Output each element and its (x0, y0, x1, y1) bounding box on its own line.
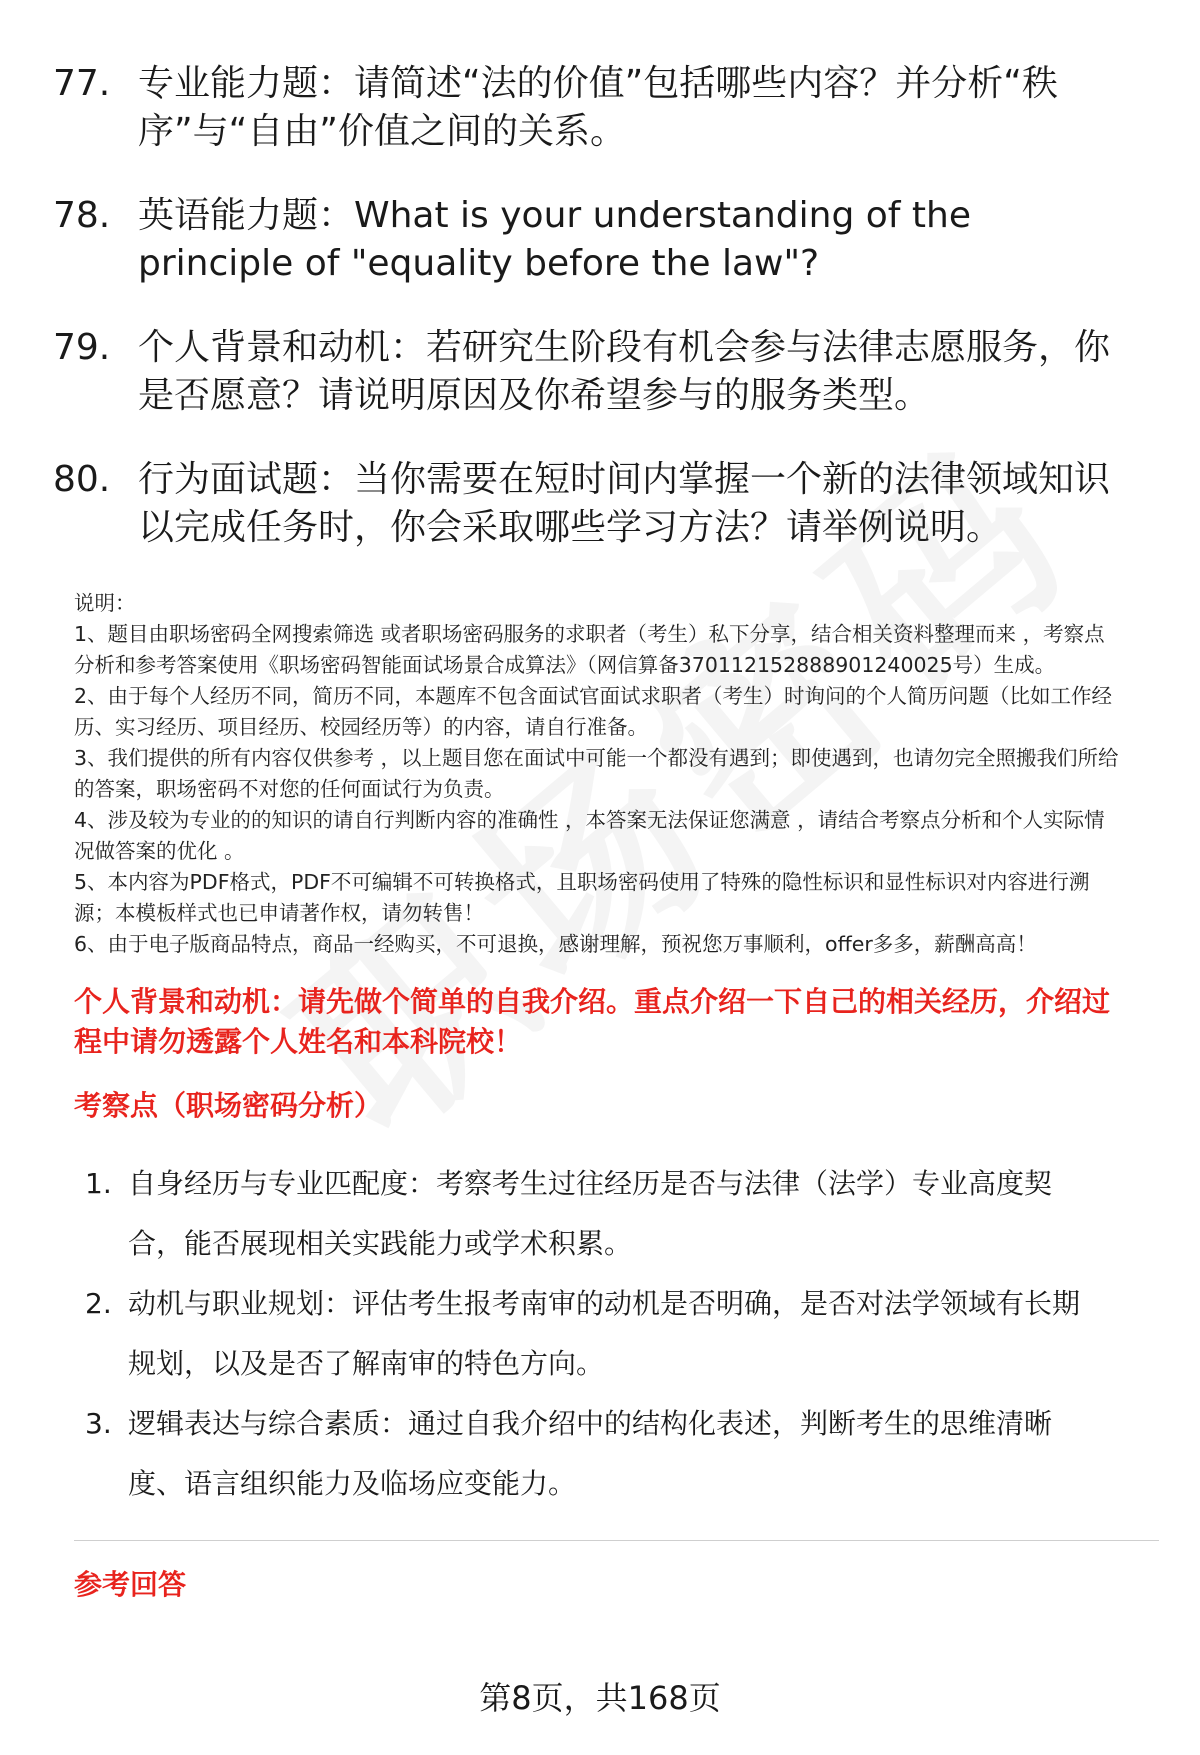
point-text: 逻辑表达与综合素质：通过自我介绍中的结构化表述，判断考生的思维清晰度、语言组织能力及临场应变能力。 (128, 1407, 1053, 1500)
question-number: 80. (53, 459, 111, 500)
note-item: 2、由于每个人经历不同，简历不同，本题库不包含面试官面试求职者（考生）时询问的个人简历问题（比如工作经历、实习经历、项目经历、校园经历等）的内容，请自行准备。 (74, 684, 1113, 739)
analysis-point (70, 1154, 1130, 1274)
reference-answer-label: 参考回答 (74, 1568, 187, 1601)
analysis-point (70, 1274, 1130, 1394)
analysis-points (70, 1154, 1130, 1514)
question-number: 78. (53, 195, 111, 236)
notes-section (70, 588, 1130, 960)
point-number: 1. (85, 1167, 112, 1200)
note-item: 1、题目由职场密码全网搜索筛选 或者职场密码服务的求职者（考生）私下分享，结合相关资料整理而来 ，考察点分析和参考答案使用《职场密码智能面试场景合成算法》（网信算备370112152888901240025号）生成。 (74, 622, 1105, 677)
note-item: 3、我们提供的所有内容仅供参考 ，以上题目您在面试中可能一个都没有遇到；即使遇到，也请勿完全照搬我们所给的答案，职场密码不对您的任何面试行为负责。 (74, 746, 1119, 801)
notes-title: 说明： (74, 591, 136, 615)
highlight-question: 个人背景和动机：请先做个简单的自我介绍。重点介绍一下自己的相关经历，介绍过程中请勿透露个人姓名和本科院校！ (74, 985, 1111, 1058)
point-text: 动机与职业规划：评估考生报考南审的动机是否明确，是否对法学领域有长期规划，以及是否了解南审的特色方向。 (128, 1287, 1081, 1380)
point-text: 自身经历与专业匹配度：考察考生过往经历是否与法律（法学）专业高度契合，能否展现相关实践能力或学术积累。 (128, 1167, 1053, 1260)
analysis-label: 考察点（职场密码分析） (74, 1089, 383, 1122)
question-text: 英语能力题：What is your understanding of the principle of "equality before the law"? (138, 195, 971, 284)
question-item (53, 324, 1130, 420)
question-item (53, 192, 1130, 288)
question-item (53, 456, 1130, 552)
question-item (53, 60, 1130, 156)
page-footer: 第8页，共168页 (479, 1679, 721, 1717)
analysis-point (70, 1394, 1130, 1514)
divider (74, 1540, 1159, 1541)
question-list (53, 0, 1130, 552)
question-number: 77. (53, 63, 111, 104)
question-text: 专业能力题：请简述“法的价值”包括哪些内容？并分析“秩序”与“自由”价值之间的关系。 (138, 63, 1058, 152)
question-number: 79. (53, 327, 111, 368)
note-item: 6、由于电子版商品特点，商品一经购买，不可退换，感谢理解，预祝您万事顺利，offer多多，薪酬高高！ (74, 932, 1037, 956)
question-text: 个人背景和动机：若研究生阶段有机会参与法律志愿服务，你是否愿意？请说明原因及你希望参与的服务类型。 (138, 327, 1111, 416)
note-item: 4、涉及较为专业的的知识的请自行判断内容的准确性 ，本答案无法保证您满意 ，请结合考察点分析和个人实际情况做答案的优化 。 (74, 808, 1105, 863)
note-item: 5、本内容为PDF格式，PDF不可编辑不可转换格式，且职场密码使用了特殊的隐性标识和显性标识对内容进行溯源；本模板样式也已申请著作权，请勿转售！ (74, 870, 1090, 925)
question-text: 行为面试题：当你需要在短时间内掌握一个新的法律领域知识以完成任务时，你会采取哪些学习方法？请举例说明。 (138, 459, 1111, 548)
point-number: 3. (85, 1407, 112, 1440)
point-number: 2. (85, 1287, 112, 1320)
